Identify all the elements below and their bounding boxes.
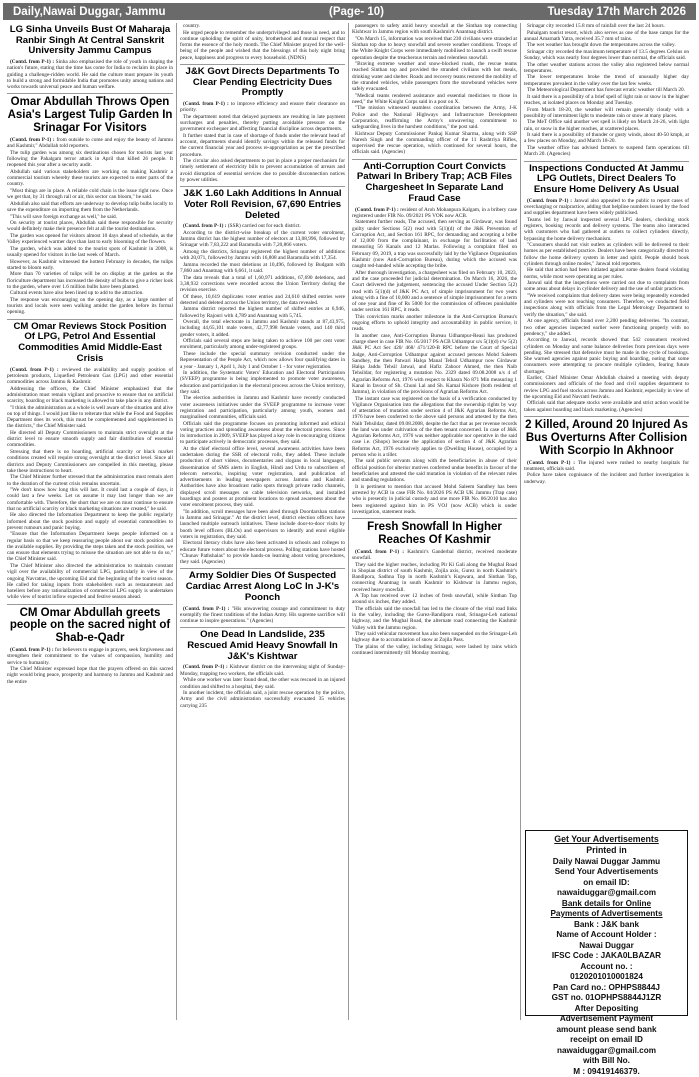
article-paragraph	[352, 270, 517, 314]
paragraph-text: However, as Kashmir witnessed the hottest February in decades, the tulips started to bloom early.	[7, 259, 173, 271]
paragraph-text: Kishtwar district on the intervening night of Sunday-Monday, trapping two workers, the officials said.	[180, 664, 345, 676]
paragraph-text: This conviction marks another milestone in the Anti-Corruption Bureau's ongoing efforts to uphold integrity and accountability in public service, it reads.	[352, 314, 517, 333]
article-paragraph	[180, 30, 345, 61]
article-paragraph	[524, 94, 689, 107]
article-paragraph	[7, 246, 173, 259]
paragraph-text: Statement further reads, The accused, then serving as Girdawar, was found guilty under Sections 5(2) read with 5(1)(d) of the J&K Prevention of Corruption Act, and Section 161 RPC, for demanding and accepting a bribe of 12,000 from the complainant, in exchange for facilitation of land measuring 56 Kanals and 12 Marlas. Following a complaint filed on February 09, 2019, a trap was successfully laid by the Vigilance Organisation Kashmir (now Anti-Corruption Bureau), during which the accused was caught red-handed while accepting the bribe.	[352, 219, 517, 269]
article-paragraph	[352, 484, 517, 515]
newspaper-columns	[4, 23, 695, 1020]
paragraph-text: Kishtwar Deputy Commissioner Pankaj Kumar Sharma, along with SSP Naresh Singh and the commanding officer of the 11 Rashtriya Rifles, supervised the rescue operation, which continued for several hours, the officials said. (Agencies)	[352, 131, 517, 156]
paragraph-text: The circular also asked departments to put in place a proper mechanism for timely settlement of electricity bills to prevent accumulation of arrears and avoid disruption of essential services due to possible disconnection notices by power utilities.	[180, 158, 345, 183]
article-headline: 2 Killed, Around 20 Injured As Bus Overturns After Collision With Scorpio In Akhnoor	[524, 419, 689, 458]
ad-line: IFSC Code : JAKA0LBAZAR	[530, 951, 683, 962]
article-paragraph	[352, 631, 517, 644]
paragraph-text: Officials said that adequate stocks were available and strict action would be taken against hoarding and black marketing. (Agencies)	[524, 400, 689, 412]
article-paragraph	[524, 472, 689, 485]
article-body	[180, 606, 345, 625]
article-paragraph	[7, 259, 173, 272]
paragraph-text: A Top has received over 12 inches of fresh snowfall, while Sinthan Top around six inches, they added.	[352, 593, 517, 605]
article-paragraph	[180, 509, 345, 540]
paragraph-text: Abdullah also said that efforts are underway to develop tulip bulbs locally to save the expenditure on importing them from the Netherlands.	[7, 201, 173, 213]
paragraph-text: The MeT Office said another wet spell is likely on March 24-26, with light rain, or snow in the higher reaches, at scattered places.	[524, 119, 689, 131]
article-paragraph	[352, 219, 517, 269]
paragraph-text: Police have taken cognisance of the incident and further investigation is underway.	[524, 472, 689, 484]
article	[7, 96, 173, 315]
article-lead: (Contd. from P-1) :	[10, 59, 54, 65]
article-paragraph	[7, 201, 173, 214]
masthead-publication: Daily,Nawai Duggar, Jammu	[13, 6, 166, 18]
article-divider	[180, 568, 345, 569]
article-headline: Inspections Conducted At Jammu LPG Outlets, Direct Dealers To Ensure Home Delivery As Usual	[524, 164, 689, 196]
paragraph-text: Officials said the programme focuses on promoting informed and ethical voting practices and spreading awareness about the electoral process. Since its introduction in 2009, SVEEP has played a key role in encouraging citizens to participate actively in democratic processes, they said.	[180, 421, 345, 446]
ad-line: Name of Account Holder :	[530, 930, 683, 941]
article-paragraph	[352, 644, 517, 657]
paragraph-text: Srinagar city recorded the maximum temperature of 13.5 degrees Celsius on Sunday, which was nearly four degrees lower than normal, the officials said.	[524, 49, 689, 61]
article-paragraph	[180, 606, 345, 625]
article	[180, 67, 345, 183]
paragraph-text: Earlier, Chief Minister Omar Abdullah chaired a meeting with deputy commissioners and officials of the food and civil supplies department to review LPG and fuel stocks across Jammu and Kashmir, especially in view of the upcoming Eid and Navratri festivals.	[524, 375, 689, 400]
article-paragraph	[352, 23, 517, 36]
paragraph-text: It said there is a possibility of thunder or gusty winds, about 40-50 kmph, at a few places on Monday, and March 18-20.	[524, 132, 689, 144]
paragraph-text: Among the districts, Srinagar registered the highest number of additions with 20,071, followed by Jammu with 16,808 and Baramulla with 17,354.	[180, 249, 345, 261]
article-divider	[180, 64, 345, 65]
ad-line: receipt on email ID	[530, 1035, 683, 1046]
paragraph-text: The other weather stations across the valley also registered below normal temperatures.	[524, 62, 689, 74]
paragraph-text: The weather office has advised farmers to suspend farm operations till March 20. (Agencies)	[524, 145, 689, 157]
article-body	[524, 23, 689, 158]
article-body	[524, 198, 689, 413]
article-headline: J&K Govt Directs Departments To Clear Pending Electricity Dues Promptly	[180, 67, 345, 99]
article-paragraph	[180, 664, 345, 677]
article-paragraph	[524, 132, 689, 145]
paragraph-text: from outside to come and enjoy the beauty of Jammu and Kashmir," Abdullah told reporters.	[7, 137, 173, 149]
ad-line: 0120201010001824	[530, 972, 683, 983]
paragraph-text: They said the higher reaches, including Pir Ki Gali along the Mughal Road in Shopian district of south Kashmir, Zojila axis, Gurez in north Kashmir's Bandipora, Sadhna Top in north Kashmir's Kupwara, and Sinthan Top, connecting Anantnag in south Kashmir to Kishtwar in Jammu region, received heavy snowfall.	[352, 562, 517, 593]
article-divider	[524, 161, 689, 162]
article-paragraph	[524, 337, 689, 375]
paragraph-text: These include the special summary revision conducted under the Representation of the People Act, which now allows four qualifying dates in a year - January 1, April 1, July 1 and October 1 - for voter registration.	[180, 351, 345, 370]
article-divider	[7, 319, 173, 320]
paragraph-text: He said that action had been initiated against some dealers found violating norms, while most were operating as per rules.	[524, 267, 689, 279]
article-paragraph	[524, 242, 689, 267]
article-paragraph	[524, 198, 689, 217]
article-paragraph	[524, 460, 689, 473]
paragraph-text: In addition, the Systematic Voters' Education and Electoral Participation (SVEEP) programme is being implemented to promote voter awareness, education and participation in the electoral process across the Union territory, they said.	[180, 370, 345, 395]
article-paragraph	[352, 207, 517, 220]
paragraph-text: for believers to engage in prayers, seek forgiveness and strengthen their commitment to the values of compassion, humility and service to humanity.	[7, 647, 173, 666]
paragraph-text: Of these, 10,619 duplicates voter entries and 24,610 shifted entries were detected and deleted across the Union territory, the data revealed.	[180, 294, 345, 306]
paragraph-text: "Ensure that the Information Department keeps people informed on a regular basis so that we keep reassuring people about our stock position and the available supplies. By providing the steps taken and the stock position, we can ensure that elements trying to misuse the situation are not able to do so," the Chief Minister said.	[7, 531, 173, 562]
article-paragraph	[352, 458, 517, 483]
paragraph-text: The Chief Minister expressed hope that the prayers offered on this sacred night would bring peace, prosperity and harmony to Jammu and Kashmir and the entire	[7, 666, 173, 685]
paragraph-text: According to the district-wise breakup of the current voter enrolment, Jammu district has the highest number of electors at 13,08,996, followed by Srinagar with 7,83,222 and Baramulla with 7,20,866 voters.	[180, 230, 345, 249]
paragraph-text: Jammu recorded the most deletions at 10,496, followed by Budgam with 7,860 and Anantnag with 6,661, it said.	[180, 262, 345, 274]
ad-line: Get Your Advertisements	[530, 834, 683, 845]
ad-line: Advertisement Payment	[530, 1014, 683, 1025]
article-lead: (Contd. from P-1) :	[10, 367, 59, 373]
article-paragraph	[7, 563, 173, 601]
article-divider	[352, 159, 517, 160]
ad-line: Bank : J&K bank	[530, 920, 683, 931]
article-paragraph	[7, 430, 173, 449]
paragraph-text: "We don't know how long this will last. It could last a couple of days, it could last a few weeks. Let us assume it may last longer than we are comfortable with. Therefore, the short that we are on must continue to ensure that no artificial scarcity or black marketing situations are created," he said.	[7, 487, 173, 512]
article-headline: Omar Abdullah Throws Open Asia's Largest Tulip Garden In Srinagar For Visitors	[7, 96, 173, 135]
article-paragraph	[7, 367, 173, 386]
article-headline: CM Omar Abdullah greets people on the sacred night of Shab-e-Qadr	[7, 607, 173, 646]
article-paragraph	[524, 280, 689, 293]
column-4	[520, 23, 692, 1020]
paragraph-text: More than 70 varieties of tulips will be on display at the garden as the floriculture department has increased the density of bulbs to give a richer look to the garden, where over 1.6 million bulbs have been planted.	[7, 271, 173, 290]
ad-line: on email ID:	[530, 878, 683, 889]
paragraph-text: The plains of the valley, including Srinagar, were lashed by rains which continued intermittently till Monday morning.	[352, 644, 517, 656]
paragraph-text: to improve efficiency and ensure their clearance on priority.	[180, 101, 345, 113]
article-lead: (Contd. from P-1) :	[355, 549, 404, 555]
masthead-page-number: (Page- 10)	[329, 6, 384, 18]
article-lead: (Contd. from P-1) :	[183, 101, 229, 107]
article-body	[7, 59, 173, 90]
article-paragraph	[7, 512, 173, 531]
ad-line: Nawai Duggar	[530, 941, 683, 952]
paragraph-text: Srinagar city recorded 15.8 mm of rainfall over the last 24 hours.	[527, 23, 665, 29]
paragraph-text: It is pertinent to mention that accused Mohd Saleem Sandhey has been arrested by ACB in case FIR No. 04/2026 PS ACB UK Jammu (Trap case) who is presently in judicial custody and one more FIR No. 06/2010 has also been registered against him in PS VOJ (now ACB) which is under investigation, statement reads.	[352, 484, 517, 515]
article-paragraph	[352, 105, 517, 130]
article-divider	[180, 627, 345, 628]
ad-line: Account no. :	[530, 962, 683, 973]
article	[7, 25, 173, 90]
paragraph-text: He directed all Deputy Commissioners to maintain strict oversight at the district level to ensure smooth supply and fair distribution of essential commodities.	[7, 430, 173, 449]
ad-line: with Bill No.	[530, 1056, 683, 1067]
article	[352, 162, 517, 515]
paragraph-text: After thorough investigation, a chargesheet was filed on February 10, 2023, and the case proceeded for judicial determination. On March 16, 2026, the Court delivered the judgement, sentencing the accused Under Section 5(2) read with 5(1)(d) of J&K PC Act, of simple imprisonment for two years along with a fine of 10,000 and a sentence of simple imprisonment for a term of one year and fine of Rs 5000 for the commission of offences punishable under section 161 RPC, it reads.	[352, 270, 517, 314]
article-body	[180, 101, 345, 183]
article-paragraph	[7, 150, 173, 169]
paragraph-text: Pahalgam tourist resort, which also serves as one of the base camps for the annual Amarnath Yatra, received 35.7 mm of rains.	[524, 30, 689, 42]
ad-line: M : 09419146379.	[530, 1067, 683, 1077]
article	[7, 322, 173, 601]
paragraph-text: The instant case was registered on the basis of a verification conducted by Vigilance Organisation into the allegations that the ownership rights by way of attestation of mutation under section 4 of J&K Agrarian Reforms Act, 1976 have been conferred to the above said persons and attested by the then Naib Tehsildar, dated 09.08.2008, despite the fact that as per revenue records the land was under cultivation of the then tenant concerned. In case of J&K Agrarian Reforms Act, 1976 was neither applicable nor operative in the said case i.e. (Shops) because the application of section 4 of J&K Agrarian Reforms Act, 1976 exclusively applies to (Dwelling House), occupied by a person who is a tiller.	[352, 396, 517, 458]
article-paragraph	[7, 487, 173, 512]
article-body	[524, 460, 689, 485]
article-paragraph	[180, 421, 345, 446]
article-headline: LG Sinha Unveils Bust Of Maharaja Ranbir Singh At Central Sanskrit University Jammu Campus	[7, 25, 173, 57]
article	[180, 571, 345, 624]
article-paragraph	[180, 319, 345, 338]
article-paragraph	[180, 249, 345, 262]
article-paragraph	[352, 61, 517, 92]
article-headline: One Dead In Landslide, 235 Rescued Amid Heavy Snowfall In J&K's Kishtwar	[180, 630, 345, 662]
article-paragraph	[7, 169, 173, 188]
article	[524, 23, 689, 158]
paragraph-text: Janwal also appealed to the public to report cases of overcharging or malpractice, adding that helpline numbers issued by the food and supplies department have been widely publicised.	[524, 198, 689, 217]
article-paragraph	[7, 474, 173, 487]
paragraph-text: Stressing that there is no hoarding, artificial scarcity or black market conditions created will require strong oversight at the district level. Since all districts and Deputy Commissioners are compelled in this meeting, please take these instructions to heart.	[7, 449, 173, 474]
article-paragraph	[180, 370, 345, 395]
article-lead: (Contd. from P-1) :	[355, 207, 399, 213]
article-paragraph	[7, 666, 173, 685]
paragraph-text: The election authorities in Jammu and Kashmir have recently conducted voter awareness initiatives under the SVEEP programme to increase voter registration and participation, particularly among youth, women and marginalised communities, officials said.	[180, 395, 345, 420]
article-paragraph	[180, 230, 345, 249]
paragraph-text: "Braving extreme weather and snow-blocked roads, the rescue teams reached Sinthan top and provided the stranded civilians with hot meals, drinking water and shelter. Roads and recovery teams restored the mobility of the stranded vehicles, while passengers from the snowbound vehicles were safely evacuated.	[352, 61, 517, 92]
paragraph-text: The tulip garden was among six destinations chosen for tourists last year following the Pahalgam terror attack in April that killed 26 people. It reopened this year after a security audit.	[7, 150, 173, 169]
paragraph-text: The department noted that delayed payments are resulting in late payment surcharges and penalties, thereby putting avoidable pressure on the government exchequer and affecting financial discipline across departments.	[180, 114, 345, 133]
article-headline: Army Soldier Dies Of Suspected Cardiac Arrest Along LoC In J-K's Poonch	[180, 571, 345, 603]
paragraph-text: The data reveals that a total of 1,60,971 additions, 67,690 deletions, and 3,38,932 corrections were recorded across the Union Territory during the revision exercise.	[180, 275, 345, 294]
article-divider	[524, 416, 689, 417]
paragraph-text: Addressing the officers, the Chief Minister emphasized that the administration must remain vigilant and proactive to ensure that no artificial scarcity, hoarding or black marketing is allowed to take place in any district.	[7, 386, 173, 405]
paragraph-text: Sinha also emphasised the role of youth in shaping the nation's future, stating that the time has come for India to reclaim its place in guiding a challenge-ridden world. He said the culture must prepare its youth to build a strong and formidable India that promotes unity among nations and works towards universal peace and human welfare.	[7, 59, 173, 90]
article-paragraph	[7, 647, 173, 666]
ad-line: Payments of Advertisements	[530, 909, 683, 920]
ad-line: Printed in	[530, 845, 683, 856]
paragraph-text: He also directed the Information Department to keep the public regularly informed about the stock position and supply of essential commodities to prevent rumours and panic buying.	[7, 512, 173, 531]
article-headline: J&K 1.60 Lakh Additions In Annual Voter Roll Revision, 67,690 Entries Deleted	[180, 189, 345, 221]
paragraph-text: Janwal said that the inspections were carried out due to complaints from some areas about delays in cylinder delivery and the use of unfair practices.	[524, 280, 689, 292]
paragraph-text: Teams led by Janwal inspected several LPG dealers, checking stock registers, booking records and delivery systems. The teams also interacted with customers who had gathered at outlets to collect cylinders directly, bypassing the home delivery mechanism.	[524, 217, 689, 242]
paragraph-text: Overall, the total electorate in Jammu and Kashmir stands at 87,43,975, including 44,65,101 male voters, 42,77,998 female voters, and 140 third gender voters, it added.	[180, 319, 345, 338]
article-paragraph	[352, 396, 517, 459]
paragraph-text: Officials said several steps are being taken to achieve 100 per cent voter enrolment, particularly among under-registered groups.	[180, 338, 345, 350]
article-lead: (Contd. from P-1) :	[10, 647, 54, 653]
ad-line: nawaiduggar@gmail.com	[530, 1046, 683, 1057]
article-paragraph	[524, 62, 689, 75]
advertisement-box	[525, 830, 688, 1016]
paragraph-text: "In addition, scroll messages have been aired through Doordarshan stations in Jammu and Srinagar." At the district level, district election officers have launched multiple outreach initiatives. These include door-to-door visits by booth level officers (BLOs) and supervisors to identify and enrol eligible voters in registration, they said.	[180, 509, 345, 540]
article-paragraph	[524, 217, 689, 242]
paragraph-text: resident of Aroh Mohanpura Kalgam, in a bribery case registered under FIR No. 09/2021 PS VOK now ACB.	[352, 207, 517, 219]
article-paragraph	[352, 593, 517, 606]
paragraph-text: They said vehicular movement has also been suspended on the Srinagar-Leh highway due to accumulation of snow at Zojila Pass.	[352, 631, 517, 643]
article	[180, 630, 345, 709]
article-paragraph	[180, 351, 345, 370]
paragraph-text: "We received complaints that delivery dates were being repeatedly extended and cylinders were not reaching consumers. Therefore, we conducted field inspections along with officials from the Legal Metrology Department to verify the situation," she said.	[524, 293, 689, 318]
article-paragraph	[7, 188, 173, 201]
article-body	[352, 207, 517, 515]
paragraph-text: The Meteorological Department has forecast erratic weather till March 20.	[527, 87, 685, 93]
paragraph-text: The Chief Minister further stressed that the administration must remain alert to the duration of the current crisis remains uncertain.	[7, 474, 173, 486]
article-body	[180, 664, 345, 708]
article-paragraph	[180, 262, 345, 275]
paragraph-text: The said public servants along with the beneficiaries in abuse of their official position for ulterior motives conferred undue benefits in favour of the beneficiaries and attested the said mutation in violation of the relevant rules and standing regulations.	[352, 458, 517, 483]
article-paragraph	[180, 275, 345, 294]
article-paragraph	[524, 293, 689, 318]
article-paragraph	[352, 93, 517, 106]
paragraph-text: country.	[183, 23, 200, 29]
article-paragraph	[180, 677, 345, 690]
article-divider	[352, 518, 517, 519]
paragraph-text: The lower temperatures broke the trend of unusually higher day temperatures prevalent in the valley over the last few weeks.	[524, 74, 689, 86]
article-paragraph	[180, 540, 345, 565]
article-lead: (Contd. from P-1) :	[527, 460, 575, 466]
ad-line: After Depositing	[530, 1004, 683, 1015]
article-paragraph	[7, 531, 173, 562]
article-paragraph	[7, 271, 173, 290]
article-paragraph	[524, 87, 689, 93]
article-lead: (Contd. from P-1) :	[10, 137, 55, 143]
article-paragraph	[7, 59, 173, 90]
paragraph-text: "The mission witnessed seamless coordination between the Army, J-K Police and the National Highways and Infrastructure Development Corporation, reaffirming the Army's unwavering commitment to safeguarding lives in the harshest conditions," the post said.	[352, 105, 517, 130]
paragraph-text: While one worker was later found dead, the other was rescued in an injured condition and shifted to a hospital, they said.	[180, 677, 345, 689]
article-paragraph	[352, 333, 517, 396]
paragraph-text: Cultural events have also been lined up to add to the attraction.	[10, 290, 144, 296]
article-paragraph	[7, 449, 173, 474]
article-paragraph	[524, 375, 689, 400]
article-paragraph	[7, 214, 173, 220]
article-paragraph	[180, 446, 345, 509]
article-paragraph	[524, 23, 689, 29]
column-3	[348, 23, 520, 1020]
article-paragraph	[180, 114, 345, 133]
column-2	[176, 23, 348, 1020]
article-paragraph	[7, 386, 173, 405]
article-body	[352, 23, 517, 156]
paragraph-text: "His unwavering courage and commitment to duty exemplify the finest traditions of the Indian Army. His supreme sacrifice will continue to inspire generations." (Agencies)	[180, 606, 345, 625]
paragraph-text: Abdullah said various stakeholders are working on making Kashmir a commercial tourism whereby these tourists are expected to enter parts of the country.	[7, 169, 173, 188]
article-paragraph	[524, 42, 689, 48]
paragraph-text: The response was encouraging on the opening day, as a large number of tourists and locals were seen walking amidst the garden before its formal opening.	[7, 297, 173, 316]
column-1	[4, 23, 176, 1020]
paragraph-text: "This will save foreign exchange as well," he said.	[10, 214, 117, 220]
article-headline: Fresh Snowfall In Higher Reaches Of Kashmir	[352, 521, 517, 547]
article-divider	[180, 186, 345, 187]
article-divider	[7, 604, 173, 605]
paragraph-text: The wet weather has brought down the temperatures across the valley.	[527, 42, 676, 48]
paragraph-text: The garden, which was added to the tourist spots of Kashmir in 2008, is usually opened for visitors in the last week of March.	[7, 246, 173, 258]
article-body	[7, 367, 173, 601]
paragraph-text: In another incident, the officials said, a joint rescue operation by the police, Army and the civil administration successfully evacuated 35 vehicles carrying 235	[180, 690, 345, 709]
ad-line: Pan Card no.: OPHPS8844J	[530, 983, 683, 994]
article-body	[180, 223, 345, 565]
article-lead: (Contd. from P-1) :	[183, 606, 229, 612]
paragraph-text: In another case, Anti-Corruption Bureau Udhampur-Reasi has produced charge sheet in case FIR No. 05/2017 PS ACB Udhampur u/s 5(1)(d) r/w 5(2) J&K PC Act Sec 420/ 468/ 471/120-B RPC before the Court of Special Judge, Anti-Corruption Udhampur against accused persons Mohd Saleem Sandhey, the then Patwari Halqa Manal Tehsil Udhampur now Girdawar Halqa Jaddu Tehsil Jatwal, and Hafiz Zahoor Ahmed, the then Naib Tehsildar, for registering a mutation No. 2329 dated 09.08.2008 u/s 4 of Agrarian Reforms Act, 1976 with respect to Khasra No 871 Min measuring 1 Kanal in favour of Sh. Chuni Lal and Sh. Kamal Kishore (both resident of Jammu), in violation of the provisions of Agrarian Reforms Act.	[352, 333, 517, 395]
article-paragraph	[7, 405, 173, 430]
article-body	[7, 137, 173, 316]
paragraph-text: reviewed the availability and supply position of petroleum products, Liquefied Petroleum Gas (LPG) and other essential commodities across Jammu & Kashmir.	[7, 367, 173, 386]
article-paragraph	[524, 30, 689, 43]
paragraph-text: The injured were rushed to nearby hospitals for treatment, officials said.	[524, 460, 689, 472]
article-paragraph	[7, 290, 173, 296]
paragraph-text: (SSR) carried out for each district.	[228, 223, 301, 229]
article-paragraph	[180, 395, 345, 420]
paragraph-text: It further stated that in case of shortage of funds under the relevant head of account, departments should identify savings within the released funds for the current financial year and process re-appropriation as per the prescribed procedure.	[180, 133, 345, 158]
article-paragraph	[524, 119, 689, 132]
article-paragraph	[524, 107, 689, 120]
article-paragraph	[352, 606, 517, 631]
article-paragraph	[352, 314, 517, 333]
paragraph-text: "Most things are in place. A reliable cold chain is the issue right now. Once we get that, by 31 through rail or air, this sector can bloom," he said.	[7, 188, 173, 200]
article-paragraph	[7, 220, 173, 233]
ad-line: amount please send bank	[530, 1025, 683, 1036]
article-paragraph	[180, 101, 345, 114]
article-paragraph	[7, 297, 173, 316]
paragraph-text: The garden was opened for visitors almost 10 days ahead of schedule, as the Valley experienced warmer days than last to early blooming of the flowers.	[7, 233, 173, 245]
article-paragraph	[352, 131, 517, 156]
paragraph-text: From March 18-20, the weather will remain generally cloudy with a possibility of intermittent light to moderate rain or snow at many places.	[524, 107, 689, 119]
article-paragraph	[524, 318, 689, 337]
paragraph-text: "On March 15, information was received that 230 civilians were stranded at Sinthan top due to heavy snowfall and severe weather conditions. Troops of the White Knight Corps were immediately mobilised to launch a swift rescue operation despite the treacherous terrain and relentless snowfall.	[352, 36, 517, 61]
paragraph-text: On security at tourist places, Abdullah said these responsible for security would definitely make their presence felt at all the tourist destinations.	[7, 220, 173, 232]
ad-line: GST no. 01OPHPS8844J1ZR	[530, 993, 683, 1004]
article-paragraph	[7, 233, 173, 246]
article-paragraph	[180, 338, 345, 351]
paragraph-text: passengers to safety amid heavy snowfall at the Sinthan top connecting Kishtwar in Jammu region with south Kashmir's Anantnag district.	[352, 23, 517, 35]
paragraph-text: Jammu district reported the highest number of shifted entries at 6,946, followed by Rajouri with 4,789 and Anantnag with 5,745.	[180, 306, 345, 318]
article-paragraph	[180, 306, 345, 319]
article-paragraph	[524, 145, 689, 158]
article-paragraph	[352, 549, 517, 562]
paragraph-text: The Chief Minister also directed the administration to maintain constant vigil over the availability of commercial LPG, particularly in view of the ongoing Navratras, the upcoming Eid and the beginning of the tourist season. He called for taking inputs from stakeholders such as restaurateurs and hoteliers before any rationalization of commercial LPG supply is undertaken while view of tourist inflow expected and festive season ahead.	[7, 563, 173, 600]
article-headline: Anti-Corruption Court Convicts Patwari In Bribery Trap; ACB Files Chargesheet In Separate Land Fraud Case	[352, 162, 517, 205]
paragraph-text: At the chief electoral office level, several awareness activities have been undertaken during the SSR of electoral rolls, they added. These include production of short videos, documentaries and slogans in local languages, dissemination of SMS alerts in English, Hindi and Urdu to subscribers of telecom networks, inspiring voter registration, and publication of advertisements in leading newspapers across Jammu and Kashmir. Authorities have also broadcast radio spots through private radio channels, displayed scroll messages on cable television networks, and installed hoardings and posters at prominent locations to spread awareness about the voter enrolment process, they said.	[180, 446, 345, 508]
article-lead: (Contd. from P-1) :	[527, 198, 572, 204]
article	[524, 164, 689, 413]
article-divider	[7, 93, 173, 94]
article-lead: (Contd. from P-1) :	[183, 223, 226, 229]
article-paragraph	[524, 49, 689, 62]
article-paragraph	[524, 267, 689, 280]
article	[180, 23, 345, 61]
article-paragraph	[524, 400, 689, 413]
article-lead: (Contd. from P-1) :	[183, 664, 228, 670]
article	[7, 607, 173, 685]
ad-line: Send Your Advertisements	[530, 867, 683, 878]
article	[352, 521, 517, 656]
paragraph-text: Electoral literacy clubs have also been activated in schools and colleges to educate future voters about the electoral process. Polling stations have hosted "Chunav Pathshalas" to provide hands-on learning about voting procedures, they said. (Agencies)	[180, 540, 345, 565]
article-paragraph	[180, 223, 345, 229]
paragraph-text: It said there is a possibility of a brief spell of light rain or snow in the higher reaches, at isolated places on Monday and Tuesday.	[524, 94, 689, 106]
article-body	[7, 647, 173, 685]
article-body	[352, 549, 517, 657]
paragraph-text: He urged people to remember the underprivileged and those in need, and to continue upholding the spirit of unity, brotherhood and mutual respect that forms the essence of the holy month. The Chief Minister prayed for the well-being of the people and wished that the blessings of this holy night bring peace, happiness and progress to every household. (NDNS)	[180, 30, 345, 61]
ad-line: Daily Nawai Duggar Jammu	[530, 857, 683, 868]
article-body	[180, 23, 345, 61]
masthead-date: Tuesday 17th March 2026	[547, 6, 686, 18]
article-paragraph	[7, 137, 173, 150]
article-paragraph	[180, 133, 345, 158]
paragraph-text: "Consumers should not visit outlets as cylinders will be delivered to their homes as per established practice. Dealers have been categorically directed to follow the home delivery system in letter and spirit. People should book cylinders through online modes," Janwal told reporters.	[524, 242, 689, 267]
article	[180, 189, 345, 565]
article-paragraph	[180, 23, 345, 29]
article-paragraph	[180, 690, 345, 709]
paragraph-text: According to Janwal, records showed that 542 consumers received cylinders on Monday and some balance deliveries from previous days were pending. She stressed that defensive must be made in the cycle of bookings. She warned agencies against panic buying and hoarding, noting that some consumers were attempting to procure multiple cylinders, fearing future shortages.	[524, 337, 689, 374]
article-paragraph	[352, 562, 517, 593]
paragraph-text: At one agency, officials found over 2,200 pending deliveries. "In contrast, two other agencies inspected earlier were functioning properly with no pendency," she added.	[524, 318, 689, 337]
paragraph-text: "I think the administration as a whole is well aware of the situation and alive on top of things. I would just like to reiterate that while the Food and Supplies Department does its work, this must be complemented and supplemented in the districts," the Chief Minister said.	[7, 405, 173, 430]
article-paragraph	[180, 158, 345, 183]
article-paragraph	[524, 74, 689, 87]
article-headline: CM Omar Reviews Stock Position Of LPG, Petrol And Essential Commodities Amid Middle-East Crisis	[7, 322, 173, 365]
article	[352, 23, 517, 156]
ad-line: nawaiduggar@gmail.com	[530, 888, 683, 899]
paragraph-text: "Medical teams rendered assistance and essential medicines to those in need," the White Knight Corps said in a post on X.	[352, 93, 517, 105]
ad-line: Bank details for Online	[530, 899, 683, 910]
paragraph-text: The officials said the snowfall has led to the closure of the vital road links in the valley, including the Gurez-Bandipora road, Srinagar-Leh national highway, and the Mughal Road, the alternate road connecting the Kashmir Valley with the Jammu region.	[352, 606, 517, 631]
article-paragraph	[352, 36, 517, 61]
masthead	[3, 3, 696, 20]
article	[524, 419, 689, 485]
article-paragraph	[180, 294, 345, 307]
paragraph-text: Kashmir's Ganderbal district, received moderate snowfall.	[352, 549, 517, 561]
